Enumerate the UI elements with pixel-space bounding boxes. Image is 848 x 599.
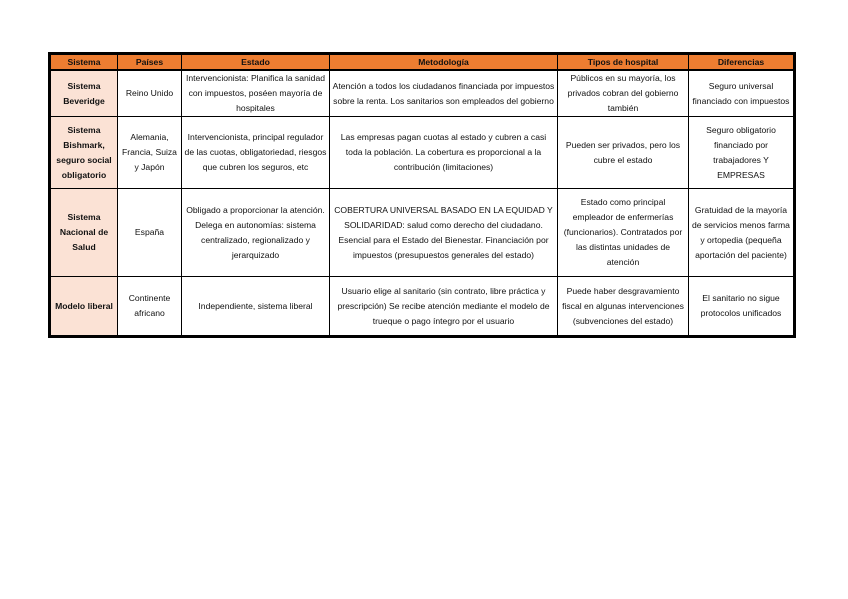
header-metodologia: Metodología bbox=[330, 55, 558, 71]
cell-tipos-hospital: Pueden ser privados, pero los cubre el estado bbox=[558, 117, 689, 189]
table-row bbox=[51, 70, 794, 117]
cell-paises: Continente africano bbox=[118, 277, 182, 336]
cell-metodologia: Atención a todos los ciudadanos financiada por impuestos sobre la renta. Los sanitarios son empleados del gobierno bbox=[330, 70, 558, 117]
cell-tipos-hospital: Puede haber desgravamiento fiscal en algunas intervenciones (subvenciones del estado) bbox=[558, 277, 689, 336]
table-header bbox=[51, 55, 794, 71]
table-row bbox=[51, 189, 794, 277]
cell-tipos-hospital: Estado como principal empleador de enfermerías (funcionarios). Contratados por las distintas unidades de atención bbox=[558, 189, 689, 277]
header-estado: Estado bbox=[182, 55, 330, 71]
header-tipos-hospital: Tipos de hospital bbox=[558, 55, 689, 71]
health-systems-table bbox=[50, 54, 794, 336]
cell-estado: Obligado a proporcionar la atención. Delega en autonomías: sistema centralizado, regionalizado y jerarquizado bbox=[182, 189, 330, 277]
cell-estado: Intervencionista: Planifica la sanidad con impuestos, poséen mayoría de hospitales bbox=[182, 70, 330, 117]
cell-diferencias: Gratuidad de la mayoría de servicios menos farma y ortopedia (pequeña aportación del paciente) bbox=[689, 189, 794, 277]
cell-diferencias: Seguro obligatorio financiado por trabajadores Y EMPRESAS bbox=[689, 117, 794, 189]
table-body bbox=[51, 70, 794, 336]
cell-metodologia: Usuario elige al sanitario (sin contrato, libre práctica y prescripción) Se recibe atención mediante el modelo de trueque o pago íntegro por el usuario bbox=[330, 277, 558, 336]
header-sistema: Sistema bbox=[51, 55, 118, 71]
cell-paises: España bbox=[118, 189, 182, 277]
header-paises: Países bbox=[118, 55, 182, 71]
cell-diferencias: El sanitario no sigue protocolos unificados bbox=[689, 277, 794, 336]
cell-paises: Alemania, Francia, Suiza y Japón bbox=[118, 117, 182, 189]
cell-diferencias: Seguro universal financiado con impuestos bbox=[689, 70, 794, 117]
cell-sistema: Sistema Beveridge bbox=[51, 70, 118, 117]
cell-sistema: Sistema Nacional de Salud bbox=[51, 189, 118, 277]
cell-metodologia: COBERTURA UNIVERSAL BASADO EN LA EQUIDAD Y SOLIDARIDAD: salud como derecho del ciudadano. Esencial para el Estado del Bienestar. Financiación por impuestos (presupuestos generales del estado) bbox=[330, 189, 558, 277]
header-row bbox=[51, 55, 794, 71]
cell-sistema: Sistema Bishmark, seguro social obligatorio bbox=[51, 117, 118, 189]
table-row bbox=[51, 117, 794, 189]
cell-estado: Intervencionista, principal regulador de las cuotas, obligatoriedad, riesgos que cubren los seguros, etc bbox=[182, 117, 330, 189]
header-diferencias: Diferencias bbox=[689, 55, 794, 71]
cell-metodologia: Las empresas pagan cuotas al estado y cubren a casi toda la población. La cobertura es proporcional a la contribución (limitaciones) bbox=[330, 117, 558, 189]
cell-estado: Independiente, sistema liberal bbox=[182, 277, 330, 336]
table-row bbox=[51, 277, 794, 336]
cell-sistema: Modelo liberal bbox=[51, 277, 118, 336]
cell-paises: Reino Unido bbox=[118, 70, 182, 117]
cell-tipos-hospital: Públicos en su mayoría, los privados cobran del gobierno también bbox=[558, 70, 689, 117]
